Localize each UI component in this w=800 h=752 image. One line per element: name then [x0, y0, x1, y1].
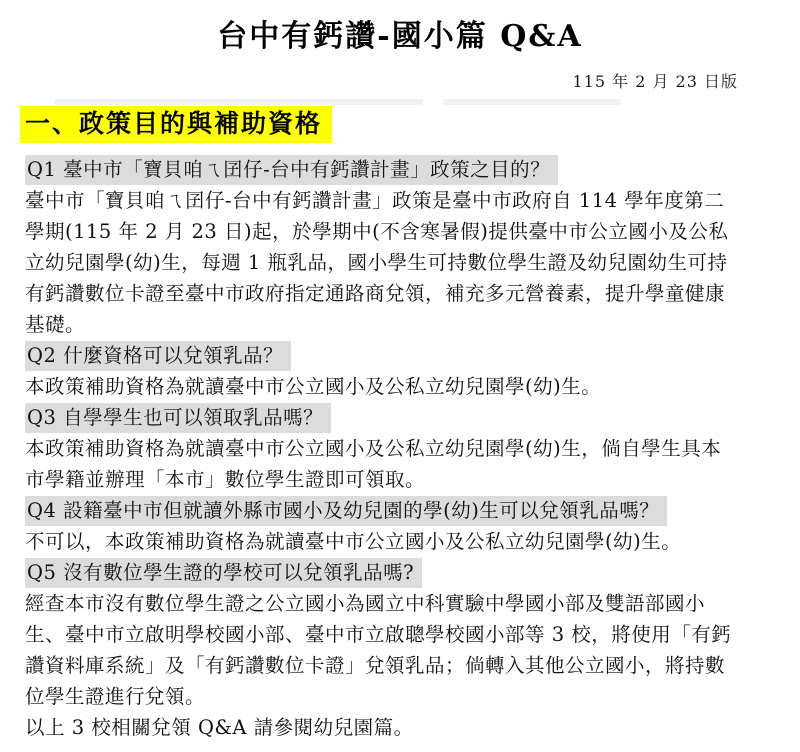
- scan-artifact: [443, 99, 621, 105]
- question-highlight: Q1 臺中市「寶貝咱ㄟ囝仔-台中有鈣讚計畫」政策之目的？: [25, 155, 558, 185]
- section-heading-row: [20, 106, 800, 143]
- question-highlight: Q5 沒有數位學生證的學校可以兌領乳品嗎?: [25, 558, 422, 588]
- question-highlight: Q3 自學學生也可以領取乳品嗎？: [25, 403, 331, 433]
- answer-line: 不可以，本政策補助資格為就讀臺中市公立國小及公私立幼兒園學(幼)生。: [25, 530, 682, 553]
- answer-line: 立幼兒園學(幼)生，每週 1 瓶乳品，國小學生可持數位學生證及幼兒園幼生可持: [25, 251, 728, 274]
- qa-list: [25, 154, 775, 743]
- answer-line: 本政策補助資格為就讀臺中市公立國小及公私立幼兒園學(幼)生，倘自學生具本: [25, 437, 722, 460]
- question-highlight: Q4 設籍臺中市但就讀外縣市國小及幼兒園的學(幼)生可以兌領乳品嗎？: [25, 496, 667, 526]
- version-date: 115 年 2 月 23 日版: [572, 72, 738, 91]
- answer-line: 經查本市沒有數位學生證之公立國小為國立中科實驗中學國小部及雙語部國小: [25, 592, 706, 615]
- question-line: [25, 495, 775, 526]
- answer-line: 有鈣讚數位卡證至臺中市政府指定通路商兌領，補充多元營養素，提升學童健康: [25, 282, 726, 305]
- question-line: [25, 340, 775, 371]
- question-highlight: Q2 什麼資格可以兌領乳品？: [25, 341, 291, 371]
- answer-line: 基礎。: [25, 313, 86, 336]
- answer-line: 學期(115 年 2 月 23 日)起，於學期中(不含寒暑假)提供臺中市公立國小及公私: [25, 220, 729, 243]
- answer-line: 位學生證進行兌領。: [25, 685, 206, 708]
- section-heading: 一、政策目的與補助資格: [20, 106, 332, 143]
- answer-line: 讚資料庫系統」及「有鈣讚數位卡證」兌領乳品；倘轉入其他公立國小，將持數: [25, 654, 726, 677]
- question-line: [25, 557, 775, 588]
- scan-artifact: [55, 99, 423, 105]
- answer-line: 本政策補助資格為就讀臺中市公立國小及公私立幼兒園學(幼)生。: [25, 375, 602, 398]
- answer-line: 市學籍並辦理「本市」數位學生證即可領取。: [25, 468, 426, 491]
- question-line: [25, 402, 775, 433]
- question-line: [25, 154, 775, 185]
- answer-line: 以上 3 校相關兌領 Q&A 請參閱幼兒園篇。: [25, 716, 414, 739]
- answer-line: 生、臺中市立啟明學校國小部、臺中市立啟聰學校國小部等 3 校，將使用「有鈣: [25, 623, 732, 646]
- document-title: 台中有鈣讚-國小篇 Q&A: [217, 19, 583, 54]
- answer-line: 臺中市「寶貝咱ㄟ囝仔-台中有鈣讚計畫」政策是臺中市政府自 114 學年度第二: [25, 189, 725, 212]
